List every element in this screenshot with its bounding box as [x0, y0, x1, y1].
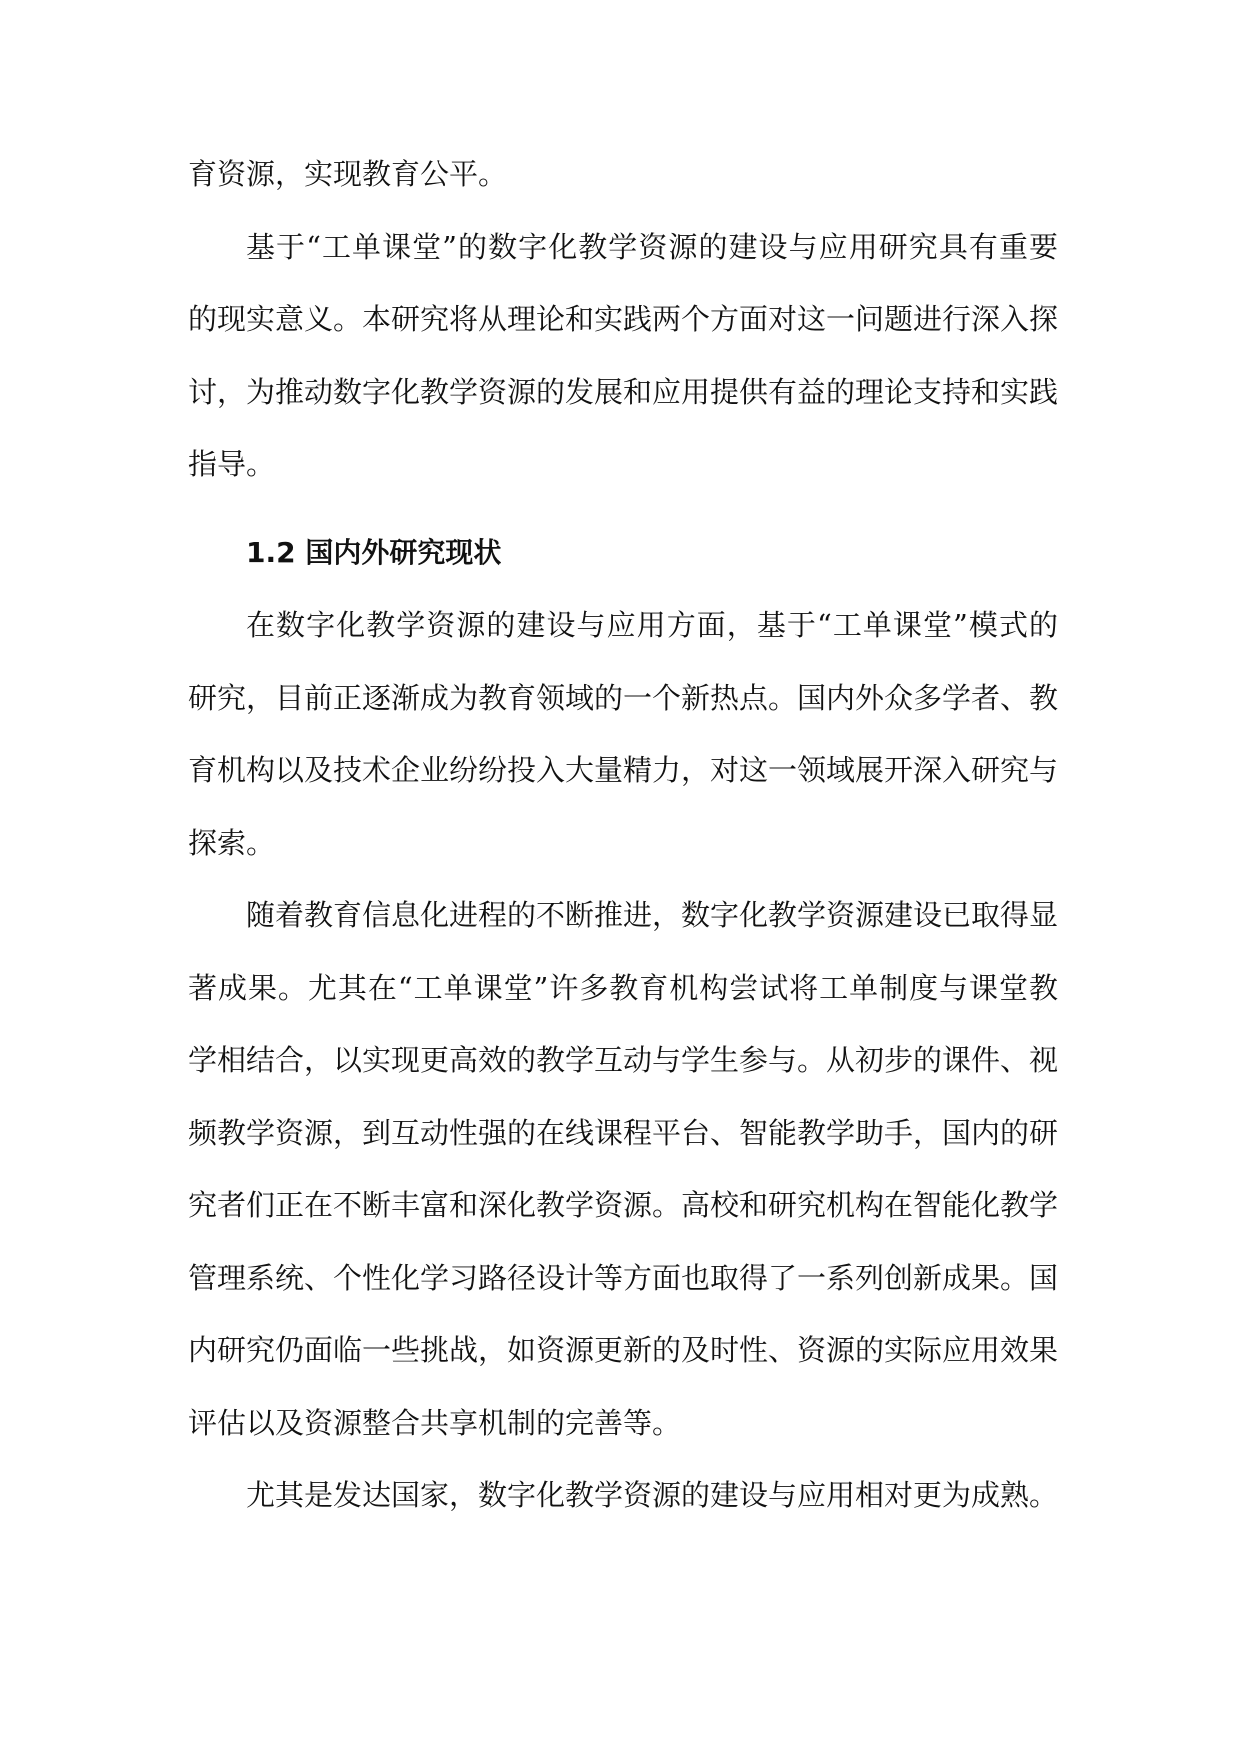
document-body — [188, 138, 1058, 1532]
paragraph-research-overview: 在数字化教学资源的建设与应用方面，基于“工单课堂”模式的研究，目前正逐渐成为教育领域的一个新热点。国内外众多学者、教育机构以及技术企业纷纷投入大量精力，对这一领域展开深入研究与探索。 — [188, 608, 1059, 860]
paragraph-foreign-research: 尤其是发达国家，数字化教学资源的建设与应用相对更为成熟。 — [246, 1478, 1059, 1512]
paragraph-continuation: 育资源，实现教育公平。 — [188, 157, 508, 191]
paragraph-domestic-research: 随着教育信息化进程的不断推进，数字化教学资源建设已取得显著成果。尤其在“工单课堂”许多教育机构尝试将工单制度与课堂教学相结合，以实现更高效的教学互动与学生参与。从初步的课件、视频教学资源，到互动性强的在线课程平台、智能教学助手，国内的研究者们正在不断丰富和深化教学资源。高校和研究机构在智能化教学管理系统、个性化学习路径设计等方面也取得了一系列创新成果。国内研究仍面临一些挑战，如资源更新的及时性、资源的实际应用效果评估以及资源整合共享机制的完善等。 — [188, 898, 1059, 1440]
paragraph-significance: 基于“工单课堂”的数字化教学资源的建设与应用研究具有重要的现实意义。本研究将从理论和实践两个方面对这一问题进行深入探讨，为推动数字化教学资源的发展和应用提供有益的理论支持和实践指导。 — [188, 229, 1059, 481]
section-heading: 1.2 国内外研究现状 — [246, 535, 502, 569]
